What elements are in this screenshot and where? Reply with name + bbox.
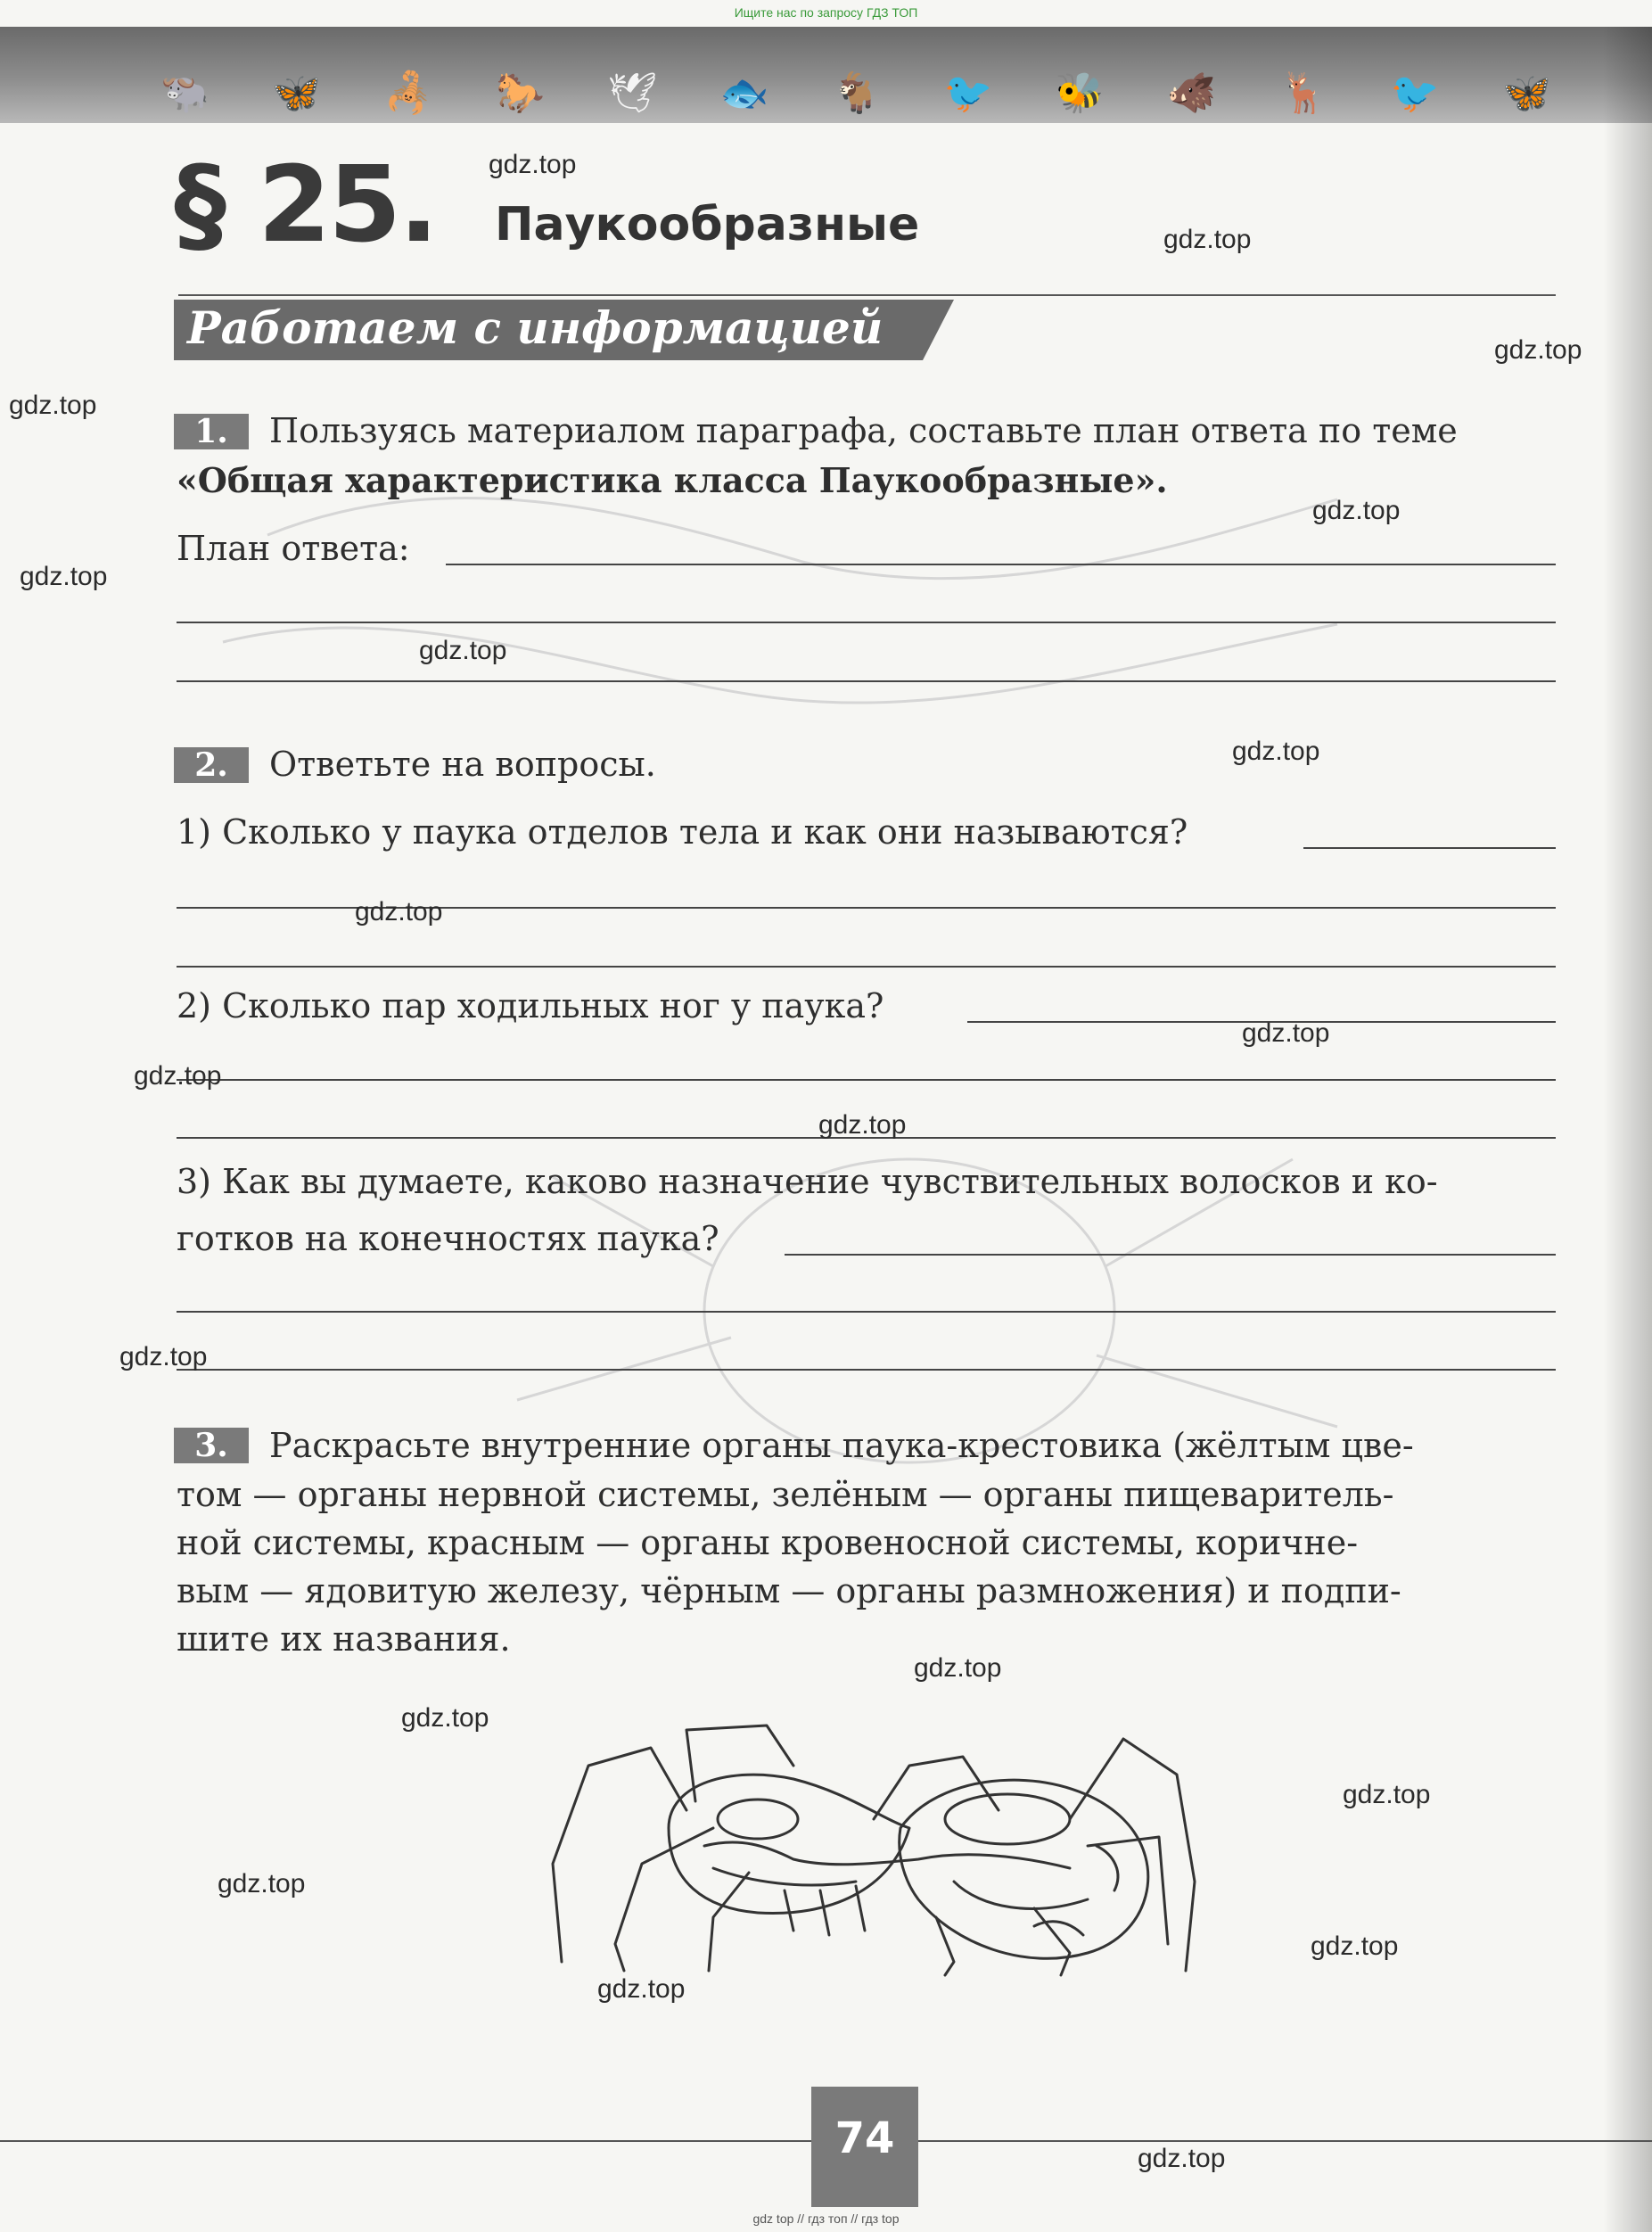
- watermark: gdz.top: [401, 1703, 489, 1733]
- horned-animal-icon: 🐐: [832, 70, 881, 116]
- plan-label: План ответа:: [177, 529, 410, 568]
- task2-text: Ответьте на вопросы.: [269, 745, 656, 784]
- bird-icon: 🕊: [607, 70, 658, 116]
- watermark: gdz.top: [1138, 2144, 1226, 2173]
- question-1: 1) Сколько у паука отделов тела и как они называются?: [177, 812, 1188, 852]
- watermark: gdz.top: [818, 1110, 907, 1140]
- answer-line[interactable]: [446, 564, 1556, 565]
- bird-standing-icon: 🐦: [943, 70, 993, 116]
- paragraph-number: § 25.: [174, 143, 437, 266]
- answer-line[interactable]: [785, 1254, 1556, 1256]
- task1-topic: «Общая характеристика класса Паукообразные».: [177, 460, 1168, 500]
- answer-line[interactable]: [177, 1311, 1556, 1313]
- watermark: gdz.top: [1242, 1018, 1330, 1048]
- section-label: Работаем с информацией: [187, 301, 884, 354]
- task1-text: Пользуясь материалом параграфа, составьте план ответа по теме: [269, 411, 1458, 450]
- watermark: gdz.top: [355, 897, 443, 927]
- watermark: gdz.top: [419, 636, 507, 665]
- answer-line[interactable]: [177, 1369, 1556, 1371]
- watermark: gdz.top: [1311, 1931, 1399, 1961]
- watermark: gdz.top: [914, 1653, 1002, 1683]
- butterfly-icon: 🦋: [272, 70, 322, 116]
- task3-number: 3.: [174, 1428, 249, 1463]
- task3-line: Раскрасьте внутренние органы паука-крестовика (жёлтым цве-: [269, 1426, 1414, 1465]
- title-divider: [178, 294, 1556, 296]
- task3-line: шите их названия.: [177, 1619, 511, 1659]
- deer-icon: 🦌: [1278, 70, 1328, 116]
- watermark: gdz.top: [218, 1869, 306, 1898]
- butterfly-icon: 🦋: [1502, 70, 1551, 116]
- scorpion-icon: 🦂: [383, 70, 433, 116]
- paragraph-title: Паукообразные: [495, 198, 920, 251]
- bison-icon: 🐃: [160, 70, 210, 116]
- boar-icon: 🐗: [1167, 70, 1216, 116]
- banner-icon-row: [160, 67, 1551, 120]
- watermark: gdz.top: [1312, 496, 1401, 525]
- task3-line: вым — ядовитую железу, чёрным — органы размножения) и подпи-: [177, 1571, 1401, 1610]
- watermark: gdz.top: [1494, 335, 1582, 365]
- task3-line: том — органы нервной системы, зелёным — органы пищеваритель-: [177, 1475, 1394, 1514]
- horse-icon: 🐎: [496, 70, 545, 116]
- question-3-line2: готков на конечностях паука?: [177, 1219, 719, 1258]
- watermark: gdz.top: [489, 150, 577, 179]
- page-number: 74: [834, 2113, 895, 2163]
- watermark: gdz.top: [9, 391, 97, 420]
- fish-icon: 🐟: [719, 70, 769, 116]
- question-3-line1: 3) Как вы думаете, каково назначение чувствительных волосков и ко-: [177, 1162, 1438, 1201]
- watermark: gdz.top: [119, 1342, 208, 1371]
- watermark: gdz.top: [20, 562, 108, 591]
- task1-number: 1.: [174, 414, 249, 449]
- watermark: gdz.top: [1163, 225, 1252, 254]
- page-fold-shadow: [1603, 27, 1652, 2232]
- spider-diagram: [535, 1712, 1221, 1980]
- task3-line: ной системы, красным — органы кровеносной системы, коричне-: [177, 1523, 1359, 1562]
- top-note: Ищите нас по запросу ГДЗ ТОП: [734, 5, 918, 20]
- bird-flying-icon: 🐦: [1390, 70, 1440, 116]
- question-2: 2) Сколько пар ходильных ног у паука?: [177, 986, 884, 1025]
- bottom-note: gdz top // гдз топ // гдз top: [752, 2211, 900, 2226]
- insect-icon: 🐝: [1055, 70, 1105, 116]
- answer-line[interactable]: [177, 966, 1556, 968]
- answer-line[interactable]: [1303, 847, 1556, 849]
- task2-number: 2.: [174, 747, 249, 783]
- answer-line[interactable]: [177, 622, 1556, 623]
- watermark: gdz.top: [134, 1061, 222, 1091]
- watermark: gdz.top: [1343, 1780, 1431, 1809]
- watermark: gdz.top: [1232, 737, 1320, 766]
- watermark: gdz.top: [597, 1974, 686, 2004]
- answer-line[interactable]: [177, 1079, 1556, 1081]
- answer-line[interactable]: [177, 680, 1556, 682]
